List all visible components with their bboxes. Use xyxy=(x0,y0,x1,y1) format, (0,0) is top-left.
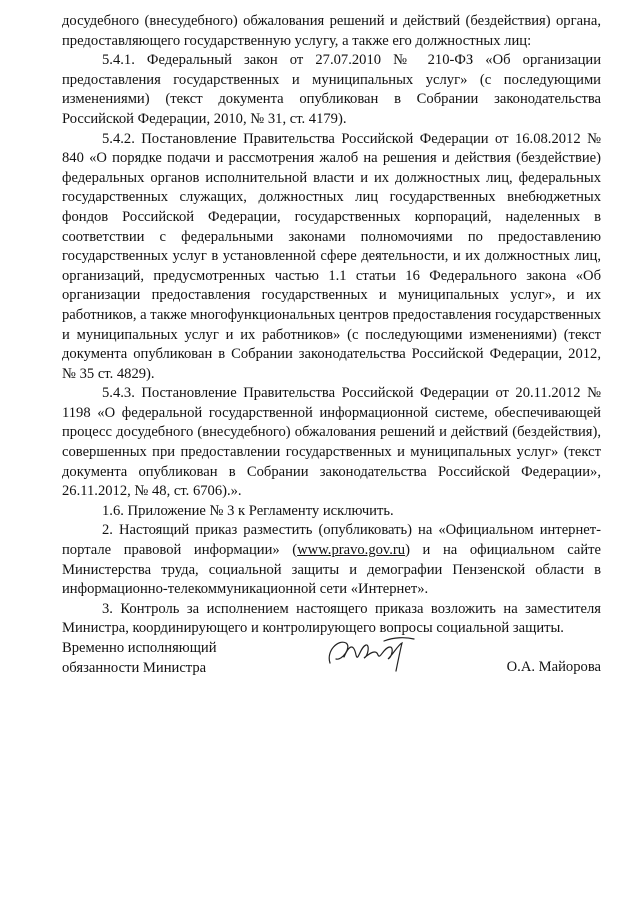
signatory-position xyxy=(62,639,217,678)
paragraph-intro: досудебного (внесудебного) обжалования решений и действий (бездействия) органа, предоставляющего государственную услугу, а также его должностных лиц: xyxy=(62,13,601,49)
pravo-link[interactable]: www.pravo.gov.ru xyxy=(297,542,406,559)
paragraph-5-4-2: 5.4.2. Постановление Правительства Российской Федерации от 16.08.2012 № 840 «О порядке подачи и рассмотрения жалоб на решения и действия (бездействие) федеральных органов исполнительной власти и их должностных лиц, федеральных государственных служащих, должностных лиц государственных внебюджетных фондов Российской Федерации, государственных корпораций, наделенных в соответствии с федеральными законами полномочиями по предоставлению государственных услуг в установленной сфере деятельности, и их должностных лиц, организаций, предусмотренных частью 1.1 статьи 16 Федерального закона «Об организации предоставления государственных и муниципальных услуг», и их работников, а также многофункциональных центров предоставления государственных и муниципальных услуг и их работников» (с последующими изменениями) (текст документа опубликован в Собрании законодательства Российской Федерации, 2012, № 35 ст. 4829). xyxy=(62,130,601,382)
paragraph-1-6: 1.6. Приложение № 3 к Регламенту исключить. xyxy=(102,502,394,519)
paragraph-5-4-1: 5.4.1. Федеральный закон от 27.07.2010 № 210-ФЗ «Об организации предоставления государственных и муниципальных услуг» (с последующими изменениями) (текст документа опубликован в Собрании законодательства Российской Федерации, 2010, № 31, ст. 4179). xyxy=(62,52,601,127)
paragraph-2-text-a: 2. Настоящий приказ разместить (опубликовать) на «Официальном интернет-портале правовой информации» ( xyxy=(62,522,601,559)
paragraph-2-text-b: ) и на официальном сайте Министерства труда, социальной защиты и демографии Пензенской области в информационно-телекоммуникационной сети «Интернет». xyxy=(62,542,602,598)
position-line-2: обязанности Министра xyxy=(62,659,207,676)
paragraph-3: 3. Контроль за исполнением настоящего приказа возложить на заместителя Министра, координирующего и контролирующего вопросы социальной защиты. xyxy=(62,600,601,637)
paragraph-5-4-3: 5.4.3. Постановление Правительства Российской Федерации от 20.11.2012 № 1198 «О федеральной государственной информационной системе, обеспечивающей процесс досудебного (внесудебного) обжалования решений и действий (бездействия), совершенных при предоставлении государственных и муниципальных услуг» (текст документа опубликован в Собрании законодательства Российской Федерации», 26.11.2012, № 48, ст. 6706).». xyxy=(62,385,601,500)
paragraph-2 xyxy=(62,521,601,599)
handwritten-signature xyxy=(324,633,416,673)
signature-block xyxy=(62,639,601,689)
position-line-1: Временно исполняющий xyxy=(62,640,217,656)
signatory-name: О.А. Майорова xyxy=(506,659,601,675)
document-body xyxy=(62,12,601,639)
